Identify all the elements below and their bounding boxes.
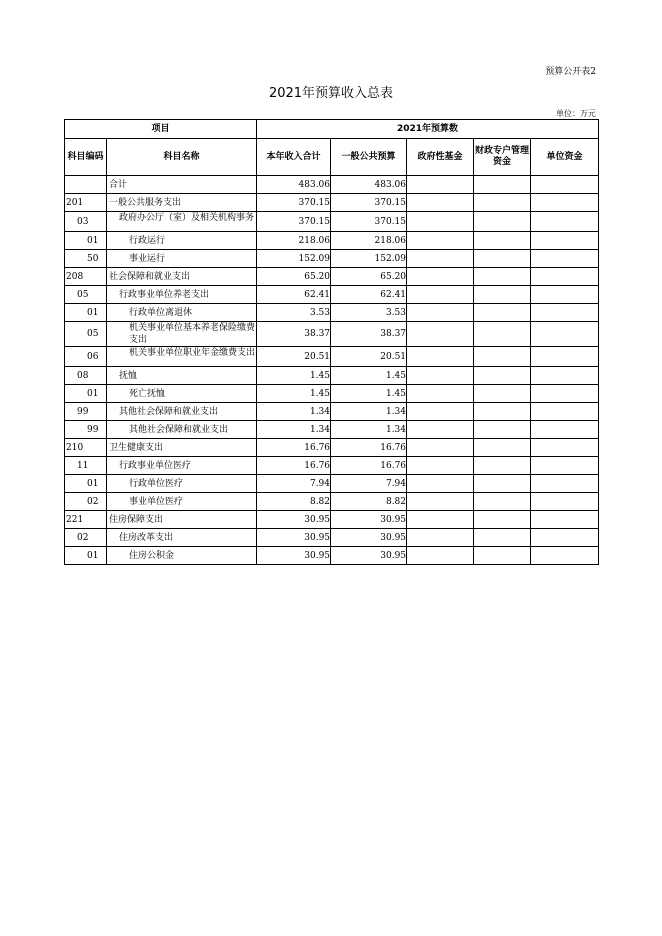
total-cell: 30.95	[257, 547, 331, 565]
fiscal-special-cell	[474, 475, 531, 493]
code-cell: 210	[65, 439, 107, 457]
code-cell: 02	[65, 529, 107, 547]
unit-fund-cell	[531, 367, 599, 385]
general-budget-cell: 30.95	[331, 547, 407, 565]
name-cell: 事业单位医疗	[107, 493, 257, 511]
total-cell: 1.34	[257, 421, 331, 439]
general-budget-cell: 1.34	[331, 421, 407, 439]
fiscal-special-cell	[474, 322, 531, 347]
code-cell	[65, 176, 107, 194]
fiscal-special-cell	[474, 511, 531, 529]
fiscal-special-cell	[474, 232, 531, 250]
group-header-item: 项目	[65, 120, 257, 139]
gov-fund-cell	[407, 439, 474, 457]
gov-fund-cell	[407, 212, 474, 232]
code-cell: 02	[65, 493, 107, 511]
gov-fund-cell	[407, 385, 474, 403]
table-row	[65, 403, 599, 421]
fiscal-special-cell	[474, 493, 531, 511]
gov-fund-cell	[407, 194, 474, 212]
table-row	[65, 268, 599, 286]
total-cell: 152.09	[257, 250, 331, 268]
unit-fund-cell	[531, 268, 599, 286]
gov-fund-cell	[407, 268, 474, 286]
name-cell: 行政事业单位医疗	[107, 457, 257, 475]
gov-fund-cell	[407, 250, 474, 268]
gov-fund-cell	[407, 232, 474, 250]
name-cell: 一般公共服务支出	[107, 194, 257, 212]
unit-fund-cell	[531, 286, 599, 304]
table-row	[65, 529, 599, 547]
table-row	[65, 439, 599, 457]
code-cell: 201	[65, 194, 107, 212]
table-row	[65, 385, 599, 403]
total-cell: 1.45	[257, 385, 331, 403]
fiscal-special-cell	[474, 529, 531, 547]
general-budget-cell: 8.82	[331, 493, 407, 511]
gov-fund-cell	[407, 529, 474, 547]
general-budget-cell: 20.51	[331, 347, 407, 367]
total-cell: 7.94	[257, 475, 331, 493]
unit-fund-cell	[531, 493, 599, 511]
unit-fund-cell	[531, 421, 599, 439]
code-cell: 03	[65, 212, 107, 232]
table-row	[65, 176, 599, 194]
fiscal-special-cell	[474, 367, 531, 385]
general-budget-cell: 30.95	[331, 511, 407, 529]
total-cell: 20.51	[257, 347, 331, 367]
name-cell: 住房公积金	[107, 547, 257, 565]
general-budget-cell: 30.95	[331, 529, 407, 547]
total-cell: 483.06	[257, 176, 331, 194]
code-cell: 99	[65, 421, 107, 439]
code-cell: 05	[65, 322, 107, 347]
general-budget-cell: 1.45	[331, 367, 407, 385]
unit-fund-cell	[531, 385, 599, 403]
column-header-row	[65, 139, 599, 176]
unit-fund-cell	[531, 232, 599, 250]
unit-fund-cell	[531, 475, 599, 493]
code-cell: 05	[65, 286, 107, 304]
code-cell: 01	[65, 547, 107, 565]
gov-fund-cell	[407, 493, 474, 511]
page-title: 2021年预算收入总表	[268, 86, 394, 101]
gov-fund-cell	[407, 403, 474, 421]
general-budget-cell: 3.53	[331, 304, 407, 322]
general-budget-cell: 370.15	[331, 212, 407, 232]
general-budget-cell: 1.34	[331, 403, 407, 421]
unit-fund-cell	[531, 511, 599, 529]
code-cell: 06	[65, 347, 107, 367]
total-cell: 370.15	[257, 194, 331, 212]
name-cell: 社会保障和就业支出	[107, 268, 257, 286]
col-header-code: 科目编码	[65, 139, 107, 176]
fiscal-special-cell	[474, 347, 531, 367]
fiscal-special-cell	[474, 212, 531, 232]
general-budget-cell: 62.41	[331, 286, 407, 304]
unit-fund-cell	[531, 194, 599, 212]
fiscal-special-cell	[474, 547, 531, 565]
fiscal-special-cell	[474, 421, 531, 439]
unit-fund-cell	[531, 322, 599, 347]
total-cell: 38.37	[257, 322, 331, 347]
col-header-fiscal-special: 财政专户管理资金	[474, 139, 531, 176]
code-cell: 08	[65, 367, 107, 385]
total-cell: 30.95	[257, 529, 331, 547]
table-row	[65, 547, 599, 565]
group-header-row	[65, 120, 599, 139]
unit-fund-cell	[531, 457, 599, 475]
table-row	[65, 511, 599, 529]
table-row	[65, 493, 599, 511]
unit-label: 单位：万元	[556, 109, 596, 118]
total-cell: 370.15	[257, 212, 331, 232]
general-budget-cell: 16.76	[331, 439, 407, 457]
total-cell: 30.95	[257, 511, 331, 529]
general-budget-cell: 483.06	[331, 176, 407, 194]
code-cell: 99	[65, 403, 107, 421]
code-cell: 221	[65, 511, 107, 529]
unit-fund-cell	[531, 250, 599, 268]
general-budget-cell: 152.09	[331, 250, 407, 268]
unit-fund-cell	[531, 212, 599, 232]
name-cell: 抚恤	[107, 367, 257, 385]
fiscal-special-cell	[474, 403, 531, 421]
table-row	[65, 232, 599, 250]
total-cell: 62.41	[257, 286, 331, 304]
gov-fund-cell	[407, 304, 474, 322]
gov-fund-cell	[407, 322, 474, 347]
name-cell: 住房保障支出	[107, 511, 257, 529]
unit-fund-cell	[531, 304, 599, 322]
fiscal-special-cell	[474, 268, 531, 286]
general-budget-cell: 370.15	[331, 194, 407, 212]
name-cell: 死亡抚恤	[107, 385, 257, 403]
general-budget-cell: 1.45	[331, 385, 407, 403]
gov-fund-cell	[407, 475, 474, 493]
gov-fund-cell	[407, 421, 474, 439]
fiscal-special-cell	[474, 250, 531, 268]
fiscal-special-cell	[474, 439, 531, 457]
table-row	[65, 212, 599, 232]
name-cell: 其他社会保障和就业支出	[107, 421, 257, 439]
table-row	[65, 304, 599, 322]
total-cell: 1.45	[257, 367, 331, 385]
name-cell: 行政事业单位养老支出	[107, 286, 257, 304]
total-cell: 3.53	[257, 304, 331, 322]
gov-fund-cell	[407, 547, 474, 565]
name-cell: 住房改革支出	[107, 529, 257, 547]
general-budget-cell: 218.06	[331, 232, 407, 250]
name-cell: 机关事业单位基本养老保险缴费支出	[107, 322, 257, 347]
code-cell: 11	[65, 457, 107, 475]
unit-fund-cell	[531, 176, 599, 194]
name-cell: 行政单位医疗	[107, 475, 257, 493]
general-budget-cell: 7.94	[331, 475, 407, 493]
unit-fund-cell	[531, 347, 599, 367]
code-cell: 01	[65, 232, 107, 250]
total-cell: 218.06	[257, 232, 331, 250]
table-row	[65, 347, 599, 367]
fiscal-special-cell	[474, 385, 531, 403]
fiscal-special-cell	[474, 194, 531, 212]
name-cell: 行政单位离退休	[107, 304, 257, 322]
table-row	[65, 322, 599, 347]
budget-income-table	[64, 119, 599, 565]
code-cell: 50	[65, 250, 107, 268]
name-cell: 行政运行	[107, 232, 257, 250]
name-cell: 合计	[107, 176, 257, 194]
fiscal-special-cell	[474, 457, 531, 475]
group-header-budget: 2021年预算数	[257, 120, 599, 139]
code-cell: 01	[65, 385, 107, 403]
name-cell: 其他社会保障和就业支出	[107, 403, 257, 421]
code-cell: 01	[65, 475, 107, 493]
unit-fund-cell	[531, 403, 599, 421]
table-row	[65, 194, 599, 212]
fiscal-special-cell	[474, 286, 531, 304]
col-header-total: 本年收入合计	[257, 139, 331, 176]
gov-fund-cell	[407, 511, 474, 529]
general-budget-cell: 38.37	[331, 322, 407, 347]
unit-fund-cell	[531, 547, 599, 565]
total-cell: 16.76	[257, 457, 331, 475]
table-row	[65, 421, 599, 439]
unit-fund-cell	[531, 439, 599, 457]
gov-fund-cell	[407, 457, 474, 475]
unit-fund-cell	[531, 529, 599, 547]
gov-fund-cell	[407, 176, 474, 194]
table-row	[65, 475, 599, 493]
code-cell: 208	[65, 268, 107, 286]
general-budget-cell: 65.20	[331, 268, 407, 286]
total-cell: 65.20	[257, 268, 331, 286]
total-cell: 16.76	[257, 439, 331, 457]
gov-fund-cell	[407, 286, 474, 304]
col-header-name: 科目名称	[107, 139, 257, 176]
name-cell: 机关事业单位职业年金缴费支出	[107, 347, 257, 367]
fiscal-special-cell	[474, 176, 531, 194]
total-cell: 1.34	[257, 403, 331, 421]
name-cell: 政府办公厅（室）及相关机构事务	[107, 212, 257, 232]
name-cell: 事业运行	[107, 250, 257, 268]
general-budget-cell: 16.76	[331, 457, 407, 475]
col-header-gov-fund: 政府性基金	[407, 139, 474, 176]
gov-fund-cell	[407, 347, 474, 367]
form-number: 预算公开表2	[545, 67, 596, 77]
name-cell: 卫生健康支出	[107, 439, 257, 457]
table-row	[65, 250, 599, 268]
total-cell: 8.82	[257, 493, 331, 511]
col-header-general: 一般公共预算	[331, 139, 407, 176]
col-header-unit-fund: 单位资金	[531, 139, 599, 176]
table-row	[65, 367, 599, 385]
table-row	[65, 457, 599, 475]
table-row	[65, 286, 599, 304]
fiscal-special-cell	[474, 304, 531, 322]
code-cell: 01	[65, 304, 107, 322]
gov-fund-cell	[407, 367, 474, 385]
